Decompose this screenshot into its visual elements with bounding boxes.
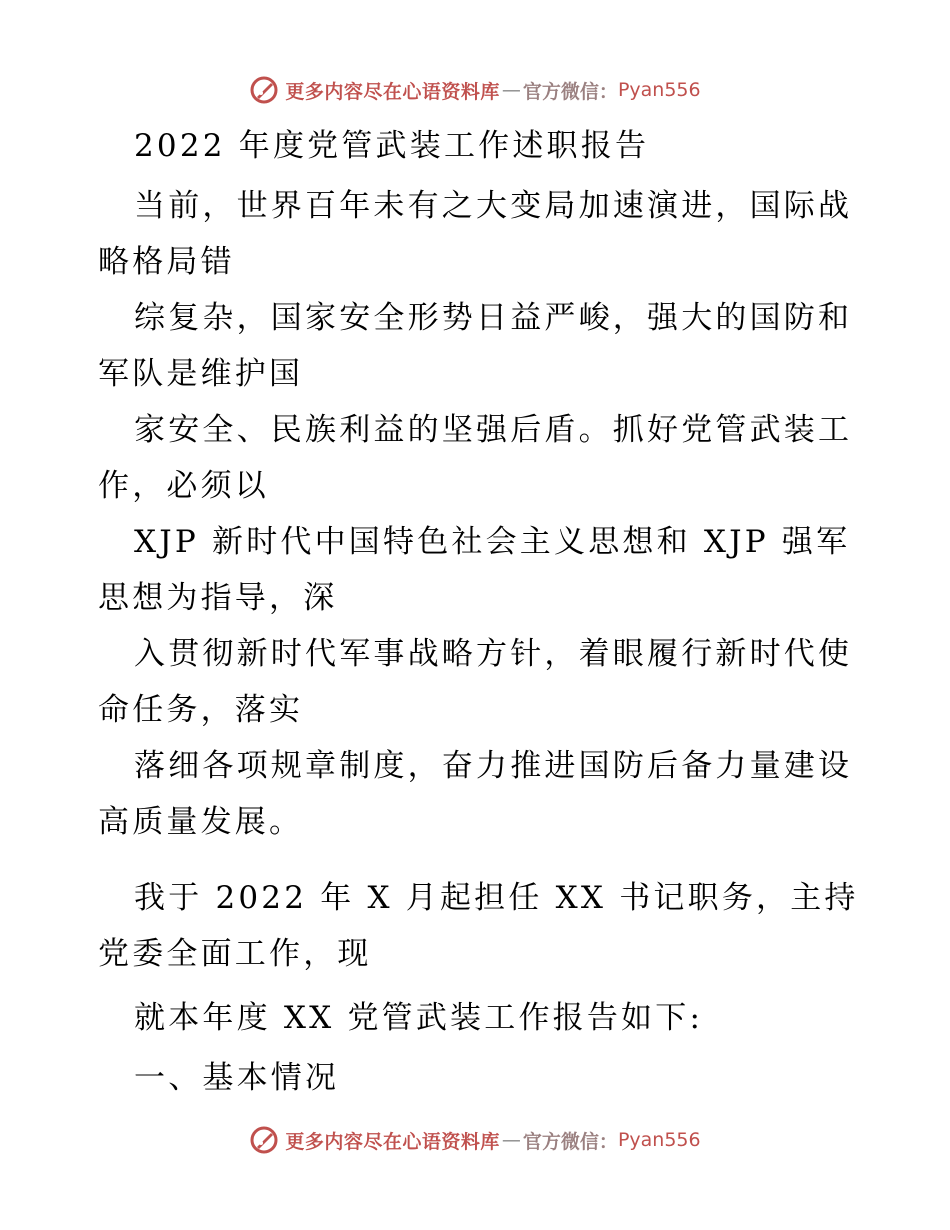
banner-wechat-label: 官方微信： — [522, 1130, 618, 1153]
paragraph-line: 当前，世界百年未有之大变局加速演进，国际战 — [134, 188, 853, 224]
paragraph-line: 思想为指导，深 — [98, 580, 338, 616]
paragraph-line: 家安全、民族利益的坚强后盾。抓好党管武装工 — [134, 412, 853, 448]
paragraph-line: 高质量发展。 — [98, 804, 304, 840]
paragraph-line: 党委全面工作，现 — [98, 936, 372, 972]
paragraph-line: 就本年度 XX 党管武装工作报告如下: — [134, 1000, 704, 1036]
paragraph-line: 综复杂，国家安全形势日益严峻，强大的国防和 — [134, 300, 853, 336]
paragraph-line: 落细各项规章制度，奋力推进国防后备力量建设 — [134, 748, 853, 784]
paragraph-line: XJP 新时代中国特色社会主义思想和 XJP 强军 — [134, 524, 851, 560]
banner-separator: — — [501, 79, 521, 101]
document-title: 2022 年度党管武装工作述职报告 — [134, 128, 650, 164]
banner-main-text: 更多内容尽在心语资料库 — [285, 80, 500, 103]
banner-wechat-label: 官方微信： — [522, 80, 618, 103]
banner-wechat-id: Pyan556 — [617, 79, 701, 101]
paragraph-line: 我于 2022 年 X 月起担任 XX 书记职务，主持 — [134, 880, 859, 916]
banner-wechat-id: Pyan556 — [617, 1129, 701, 1151]
banner-separator: — — [501, 1129, 521, 1151]
paragraph-line: 入贯彻新时代军事战略方针，着眼履行新时代使 — [134, 636, 853, 672]
paragraph-line: 命任务，落实 — [98, 692, 304, 728]
quill-pen-logo-icon — [249, 1125, 279, 1155]
section-heading: 一、基本情况 — [134, 1060, 340, 1096]
paragraph-line: 军队是维护国 — [98, 356, 304, 392]
banner-main-text: 更多内容尽在心语资料库 — [285, 1130, 500, 1153]
paragraph-line: 作，必须以 — [98, 468, 269, 504]
paragraph-line: 略格局错 — [98, 244, 235, 280]
footer-watermark-banner — [0, 1120, 950, 1160]
